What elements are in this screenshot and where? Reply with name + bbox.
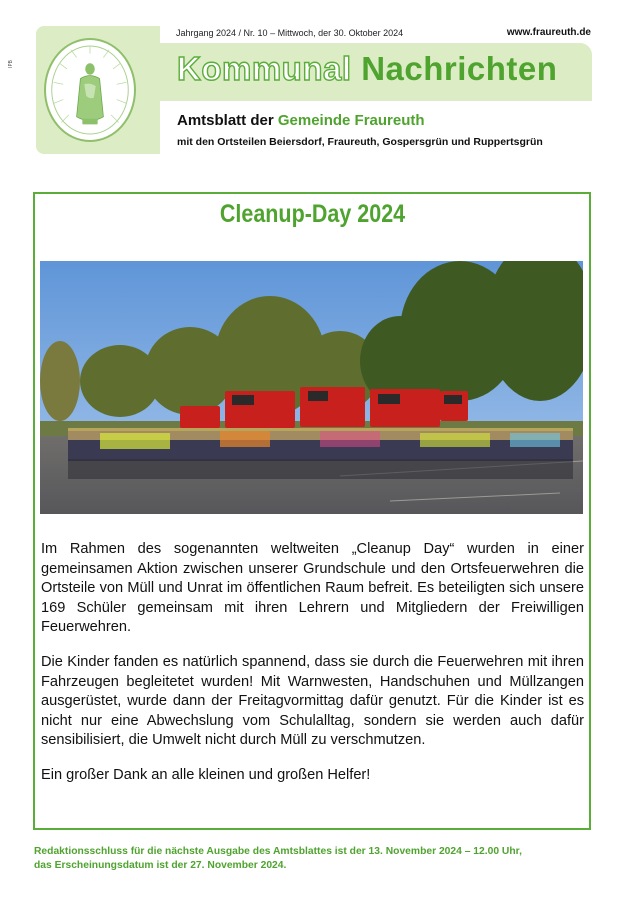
issue-info: Jahrgang 2024 / Nr. 10 – Mittwoch, der 30. Oktober 2024 bbox=[176, 28, 404, 38]
article-paragraph-2: Die Kinder fanden es natürlich spannend, dass sie durch die Feuerwehren mit ihren Fahrzeugen begleitetet wurden! Mit Warnwesten, Handschuhen und Müllzangen ausgerüstet, wurde dann der Freitagvormittag dafür genutzt. Für die Kinder ist es nicht nur eine Abwechslung vom Schulalltag, sondern sie werden auch dafür sensibilisiert, die Umwelt nicht durch Müll zu verschmutzen. bbox=[41, 653, 584, 749]
editorial-deadline-note bbox=[34, 845, 594, 873]
article-paragraph-3: Ein großer Dank an alle kleinen und großen Helfer! bbox=[41, 766, 371, 783]
article-paragraph-1: Im Rahmen des sogenannten weltweiten „Cleanup Day“ wurden in einer gemeinsamen Aktion zwischen unserer Grundschule und den Ortsfeuerwehren die Ortsteile von Müll und Unrat im öffentlichen Raum befreit. Es beteiligten sich unsere 169 Schüler gemeinsam mit ihren Lehrern und Mitgliedern der Freiwilligen Feuerwehren. bbox=[41, 541, 584, 636]
article-headline: Cleanup-Day 2024 bbox=[219, 200, 406, 228]
website-link[interactable]: www.fraureuth.de bbox=[506, 27, 591, 38]
printer-mark-text: IPB bbox=[8, 60, 14, 68]
article-body bbox=[41, 540, 584, 801]
printer-mark bbox=[6, 30, 16, 70]
deadline-line-1: Redaktionsschluss für die nächste Ausgabe des Amtsblattes ist der 13. November 2024 – 12.00 Uhr, bbox=[34, 846, 522, 857]
masthead-subtitle bbox=[177, 112, 425, 129]
subtitle-prefix: Amtsblatt der bbox=[177, 112, 274, 129]
masthead-title bbox=[177, 50, 557, 88]
masthead-title-part2: Nachrichten bbox=[361, 50, 558, 87]
masthead-title-part1: Kommunal bbox=[177, 50, 352, 87]
subtitle-municipality: Gemeinde Fraureuth bbox=[277, 112, 425, 129]
municipal-seal-logo bbox=[44, 38, 136, 142]
districts-line: mit den Ortsteilen Beiersdorf, Fraureuth, Gospersgrün und Ruppertsgrün bbox=[177, 136, 543, 148]
article-photo bbox=[40, 261, 583, 514]
deadline-line-2: das Erscheinungsdatum ist der 27. November 2024. bbox=[34, 860, 287, 871]
